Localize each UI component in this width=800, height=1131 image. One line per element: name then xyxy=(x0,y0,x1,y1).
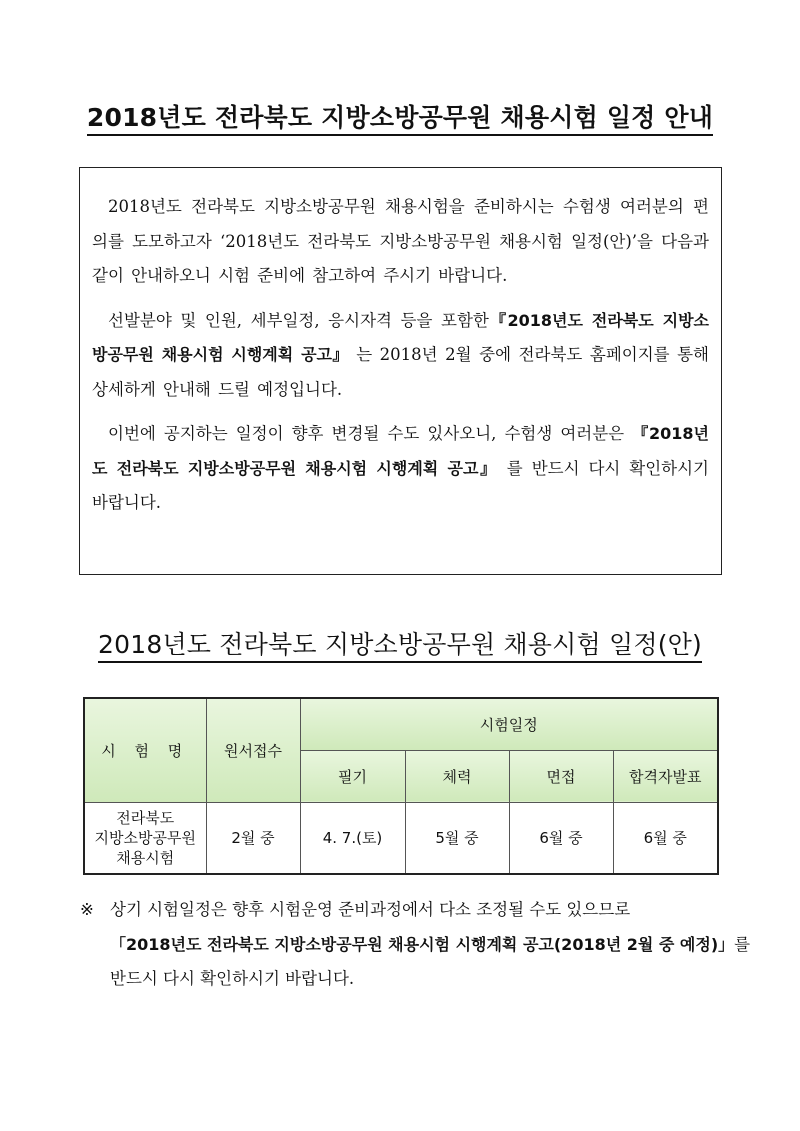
header-exam-name: 시 험 명 xyxy=(84,698,206,802)
notice-paragraph-3 xyxy=(92,417,709,521)
schedule-title-text: 2018년도 전라북도 지방소방공무원 채용시험 일정(안) xyxy=(98,630,702,663)
footnote xyxy=(80,893,751,997)
reference-mark: ※ xyxy=(80,900,94,919)
notice-p3-bold: 『2018년도 전라북도 지방소방공무원 채용시험 시행계획 공고』 xyxy=(92,424,709,478)
footnote-line-3: 반드시 다시 확인하시기 바랍니다. xyxy=(110,969,355,988)
page-title xyxy=(0,98,800,134)
schedule-table xyxy=(83,697,719,875)
notice-paragraph-1 xyxy=(92,190,709,294)
table-header-row-1 xyxy=(84,698,718,750)
cell-physical: 5월 중 xyxy=(405,802,509,874)
cell-exam-name-line-2: 지방소방공무원 xyxy=(94,828,196,847)
header-exam-schedule: 시험일정 xyxy=(300,698,718,750)
page-title-text: 2018년도 전라북도 지방소방공무원 채용시험 일정 안내 xyxy=(87,103,713,136)
header-interview: 면접 xyxy=(509,750,613,802)
notice-box xyxy=(79,167,722,575)
cell-exam-name-line-3: 채용시험 xyxy=(116,848,175,867)
cell-interview: 6월 중 xyxy=(509,802,613,874)
footnote-line-2 xyxy=(80,928,751,963)
footnote-line-1-text: 상기 시험일정은 향후 시험운영 준비과정에서 다소 조정될 수도 있으므로 xyxy=(110,900,631,919)
cell-exam-name xyxy=(84,802,206,874)
notice-p3-text-after: 를 반드시 다시 확인하시기 바랍니다. xyxy=(92,458,709,512)
header-application: 원서접수 xyxy=(206,698,300,802)
cell-exam-name-line-1: 전라북도 xyxy=(116,808,175,827)
footnote-line-2-bold: 「2018년도 전라북도 지방소방공무원 채용시험 시행계획 공고(2018년 2월 중 예정)」 xyxy=(110,934,735,954)
notice-p2-bold: 『2018년도 전라북도 지방소방공무원 채용시험 시행계획 공고』 xyxy=(92,310,709,364)
footnote-line-2-after: 를 xyxy=(734,934,751,954)
notice-p2-text-before: 선발분야 및 인원, 세부일정, 응시자격 등을 포함한 xyxy=(108,310,489,330)
notice-p2-text-after: 는 2018년 2월 중에 전라북도 홈페이지를 통해 상세하게 안내해 드릴 예정입니다. xyxy=(92,345,709,399)
notice-paragraph-2 xyxy=(92,304,709,408)
cell-written: 4. 7.(토) xyxy=(300,802,405,874)
header-physical: 체력 xyxy=(405,750,509,802)
header-written: 필기 xyxy=(300,750,405,802)
cell-application: 2월 중 xyxy=(206,802,300,874)
header-announcement: 합격자발표 xyxy=(613,750,718,802)
footnote-line-1 xyxy=(80,893,725,928)
schedule-title xyxy=(0,625,800,661)
notice-p3-text-before: 이번에 공지하는 일정이 향후 변경될 수도 있사오니, 수험생 여러분은 xyxy=(108,424,625,443)
notice-p1-text: 2018년도 전라북도 지방소방공무원 채용시험을 준비하시는 수험생 여러분의 편의를 도모하고자 ‘2018년도 전라북도 지방소방공무원 채용시험 일정(안)’을 다음과 같이 안내하오니 시험 준비에 참고하여 주시기 바랍니다. xyxy=(92,197,709,285)
cell-announcement: 6월 중 xyxy=(613,802,718,874)
table-row xyxy=(84,802,718,874)
